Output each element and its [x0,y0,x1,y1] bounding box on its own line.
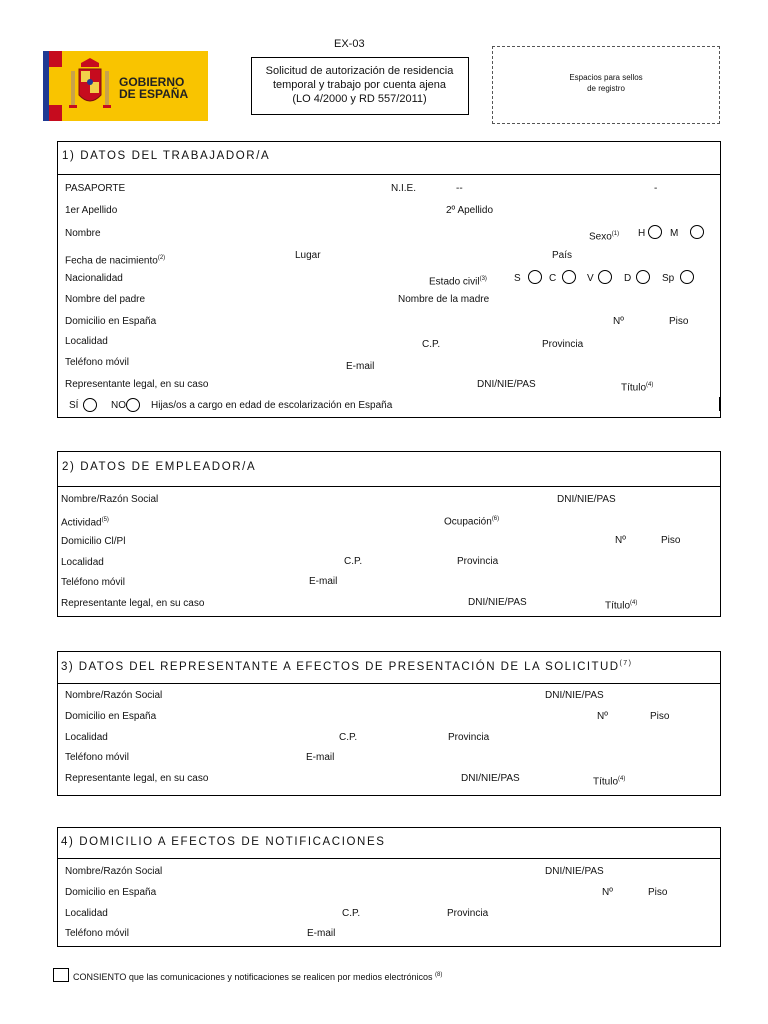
label-ec-s: S [514,273,521,284]
label-actividad: Actividad$^{(5)}$ [61,517,109,529]
section-2-employer [57,451,721,617]
label-razon-social: Nombre/Razón Social [65,866,163,877]
label-domicilio: Domicilio en España [65,887,157,898]
label-piso: Piso [661,535,681,546]
label-piso: Piso [669,316,689,327]
stamp-text-2: de registro [587,84,625,93]
label-cp: C.P. [342,908,361,919]
label-representante: Representante legal, en su caso [61,598,205,609]
label-ec-sp: Sp [662,273,675,284]
consent-checkbox[interactable] [53,968,69,982]
label-dni-nie-pas-rep: DNI/NIE/PAS [468,597,527,608]
label-cp: C.P. [339,732,358,743]
label-numero: Nº [597,711,608,722]
label-telefono: Teléfono móvil [61,577,125,588]
label-telefono: Teléfono móvil [65,928,129,939]
flag-red-band-bottom [49,105,62,121]
label-email: E-mail [309,576,338,587]
label-domicilio: Domicilio en España [65,711,157,722]
section-3-title: 3) DATOS DEL REPRESENTANTE A EFECTOS DE PRESENTACIÓN DE LA SOLICITUD$^{(7)}$ [61,660,633,673]
label-titulo: Título$^{(4)}$ [593,776,626,788]
gobierno-logo [43,51,208,121]
label-email: E-mail [346,361,375,372]
label-padre: Nombre del padre [65,294,146,305]
flag-red-band-top [49,51,62,67]
label-email: E-mail [307,928,336,939]
logo-text-gobierno: GOBIERNO [119,75,185,89]
label-numero: Nº [602,887,613,898]
label-apellido-1: 1er Apellido [65,205,118,216]
label-domicilio: Domicilio en España [65,316,157,327]
label-provincia: Provincia [448,732,490,743]
label-ocupacion: Ocupación$^{(6)}$ [444,516,500,528]
coat-of-arms-icon [67,57,113,115]
label-provincia: Provincia [447,908,489,919]
form-title-box [251,57,469,115]
radio-estado-d[interactable] [636,270,650,284]
form-code: EX-03 [334,38,365,50]
label-localidad: Localidad [65,732,108,743]
stamp-text-1: Espacios para sellos [569,73,643,82]
label-cp: C.P. [422,339,441,350]
label-sexo-m: M [670,228,679,239]
label-localidad: Localidad [65,908,108,919]
radio-estado-v[interactable] [598,270,612,284]
label-fecha-nacimiento: Fecha de nacimiento$^{(2)}$ [65,255,166,267]
label-si: SÍ [69,400,79,411]
label-representante: Representante legal, en su caso [65,379,209,390]
label-apellido-2: 2º Apellido [446,205,494,216]
radio-estado-sp[interactable] [680,270,694,284]
title-line-2: temporal y trabajo por cuenta ajena [272,79,447,91]
label-lugar: Lugar [295,250,321,261]
radio-hijos-no[interactable] [126,398,140,412]
label-pasaporte: PASAPORTE [65,183,126,194]
label-razon-social: Nombre/Razón Social [65,690,163,701]
label-dni-nie-pas-rep: DNI/NIE/PAS [461,773,520,784]
label-dni-nie-pas: DNI/NIE/PAS [545,690,604,701]
label-nie: N.I.E. [391,183,417,194]
radio-sexo-m[interactable] [690,225,704,239]
label-telefono: Teléfono móvil [65,752,129,763]
label-numero: Nº [615,535,626,546]
consent-text: CONSIENTO que las comunicaciones y notificaciones se realicen por medios electrónicos $^{(8)}$ [73,972,443,982]
label-ec-v: V [587,273,594,284]
label-estado-civil: Estado civil$^{(3)}$ [429,276,487,288]
section-2-title: 2) DATOS DE EMPLEADOR/A [62,461,257,473]
label-titulo: Título$^{(4)}$ [621,382,654,394]
section-2-divider [57,486,721,487]
label-ec-d: D [624,273,632,284]
section-1-worker [57,141,721,418]
title-line-1: Solicitud de autorización de residencia [265,65,454,77]
section-1-divider [57,174,721,175]
radio-estado-c[interactable] [562,270,576,284]
label-ec-c: C [549,273,557,284]
label-razon-social: Nombre/Razón Social [61,494,159,505]
label-provincia: Provincia [542,339,584,350]
label-nacionalidad: Nacionalidad [65,273,123,284]
label-sexo-h: H [638,228,646,239]
label-madre: Nombre de la madre [398,294,490,305]
logo-text-espana: DE ESPAÑA [119,87,189,101]
nie-separator-1: -- [456,183,463,194]
nie-separator-2: - [654,183,658,194]
label-pais: País [552,250,573,261]
label-sexo: Sexo$^{(1)}$ [589,231,620,243]
label-no: NO [111,400,126,411]
section-1-title: 1) DATOS DEL TRABAJADOR/A [62,150,271,162]
radio-sexo-h[interactable] [648,225,662,239]
label-domicilio: Domicilio Cl/Pl [61,536,126,547]
label-provincia: Provincia [457,556,499,567]
label-telefono: Teléfono móvil [65,357,129,368]
section-1-side-mark [719,397,721,411]
section-3-divider [57,683,721,684]
registry-stamp-area [492,46,720,124]
label-cp: C.P. [344,556,363,567]
label-titulo: Título$^{(4)}$ [605,600,638,612]
title-line-3: (LO 4/2000 y RD 557/2011) [292,93,427,105]
label-hijos: Hijas/os a cargo en edad de escolarización en España [151,400,393,411]
label-localidad: Localidad [61,557,104,568]
label-piso: Piso [650,711,670,722]
radio-hijos-si[interactable] [83,398,97,412]
label-dni-nie-pas: DNI/NIE/PAS [545,866,604,877]
label-piso: Piso [648,887,668,898]
label-email: E-mail [306,752,335,763]
section-4-divider [57,858,721,859]
label-dni-nie-pas: DNI/NIE/PAS [477,379,536,390]
label-dni-nie-pas: DNI/NIE/PAS [557,494,616,505]
label-representante: Representante legal, en su caso [65,773,209,784]
radio-estado-s[interactable] [528,270,542,284]
label-numero: Nº [613,316,624,327]
label-nombre: Nombre [65,228,101,239]
section-4-title: 4) DOMICILIO A EFECTOS DE NOTIFICACIONES [61,836,386,848]
label-localidad: Localidad [65,336,108,347]
